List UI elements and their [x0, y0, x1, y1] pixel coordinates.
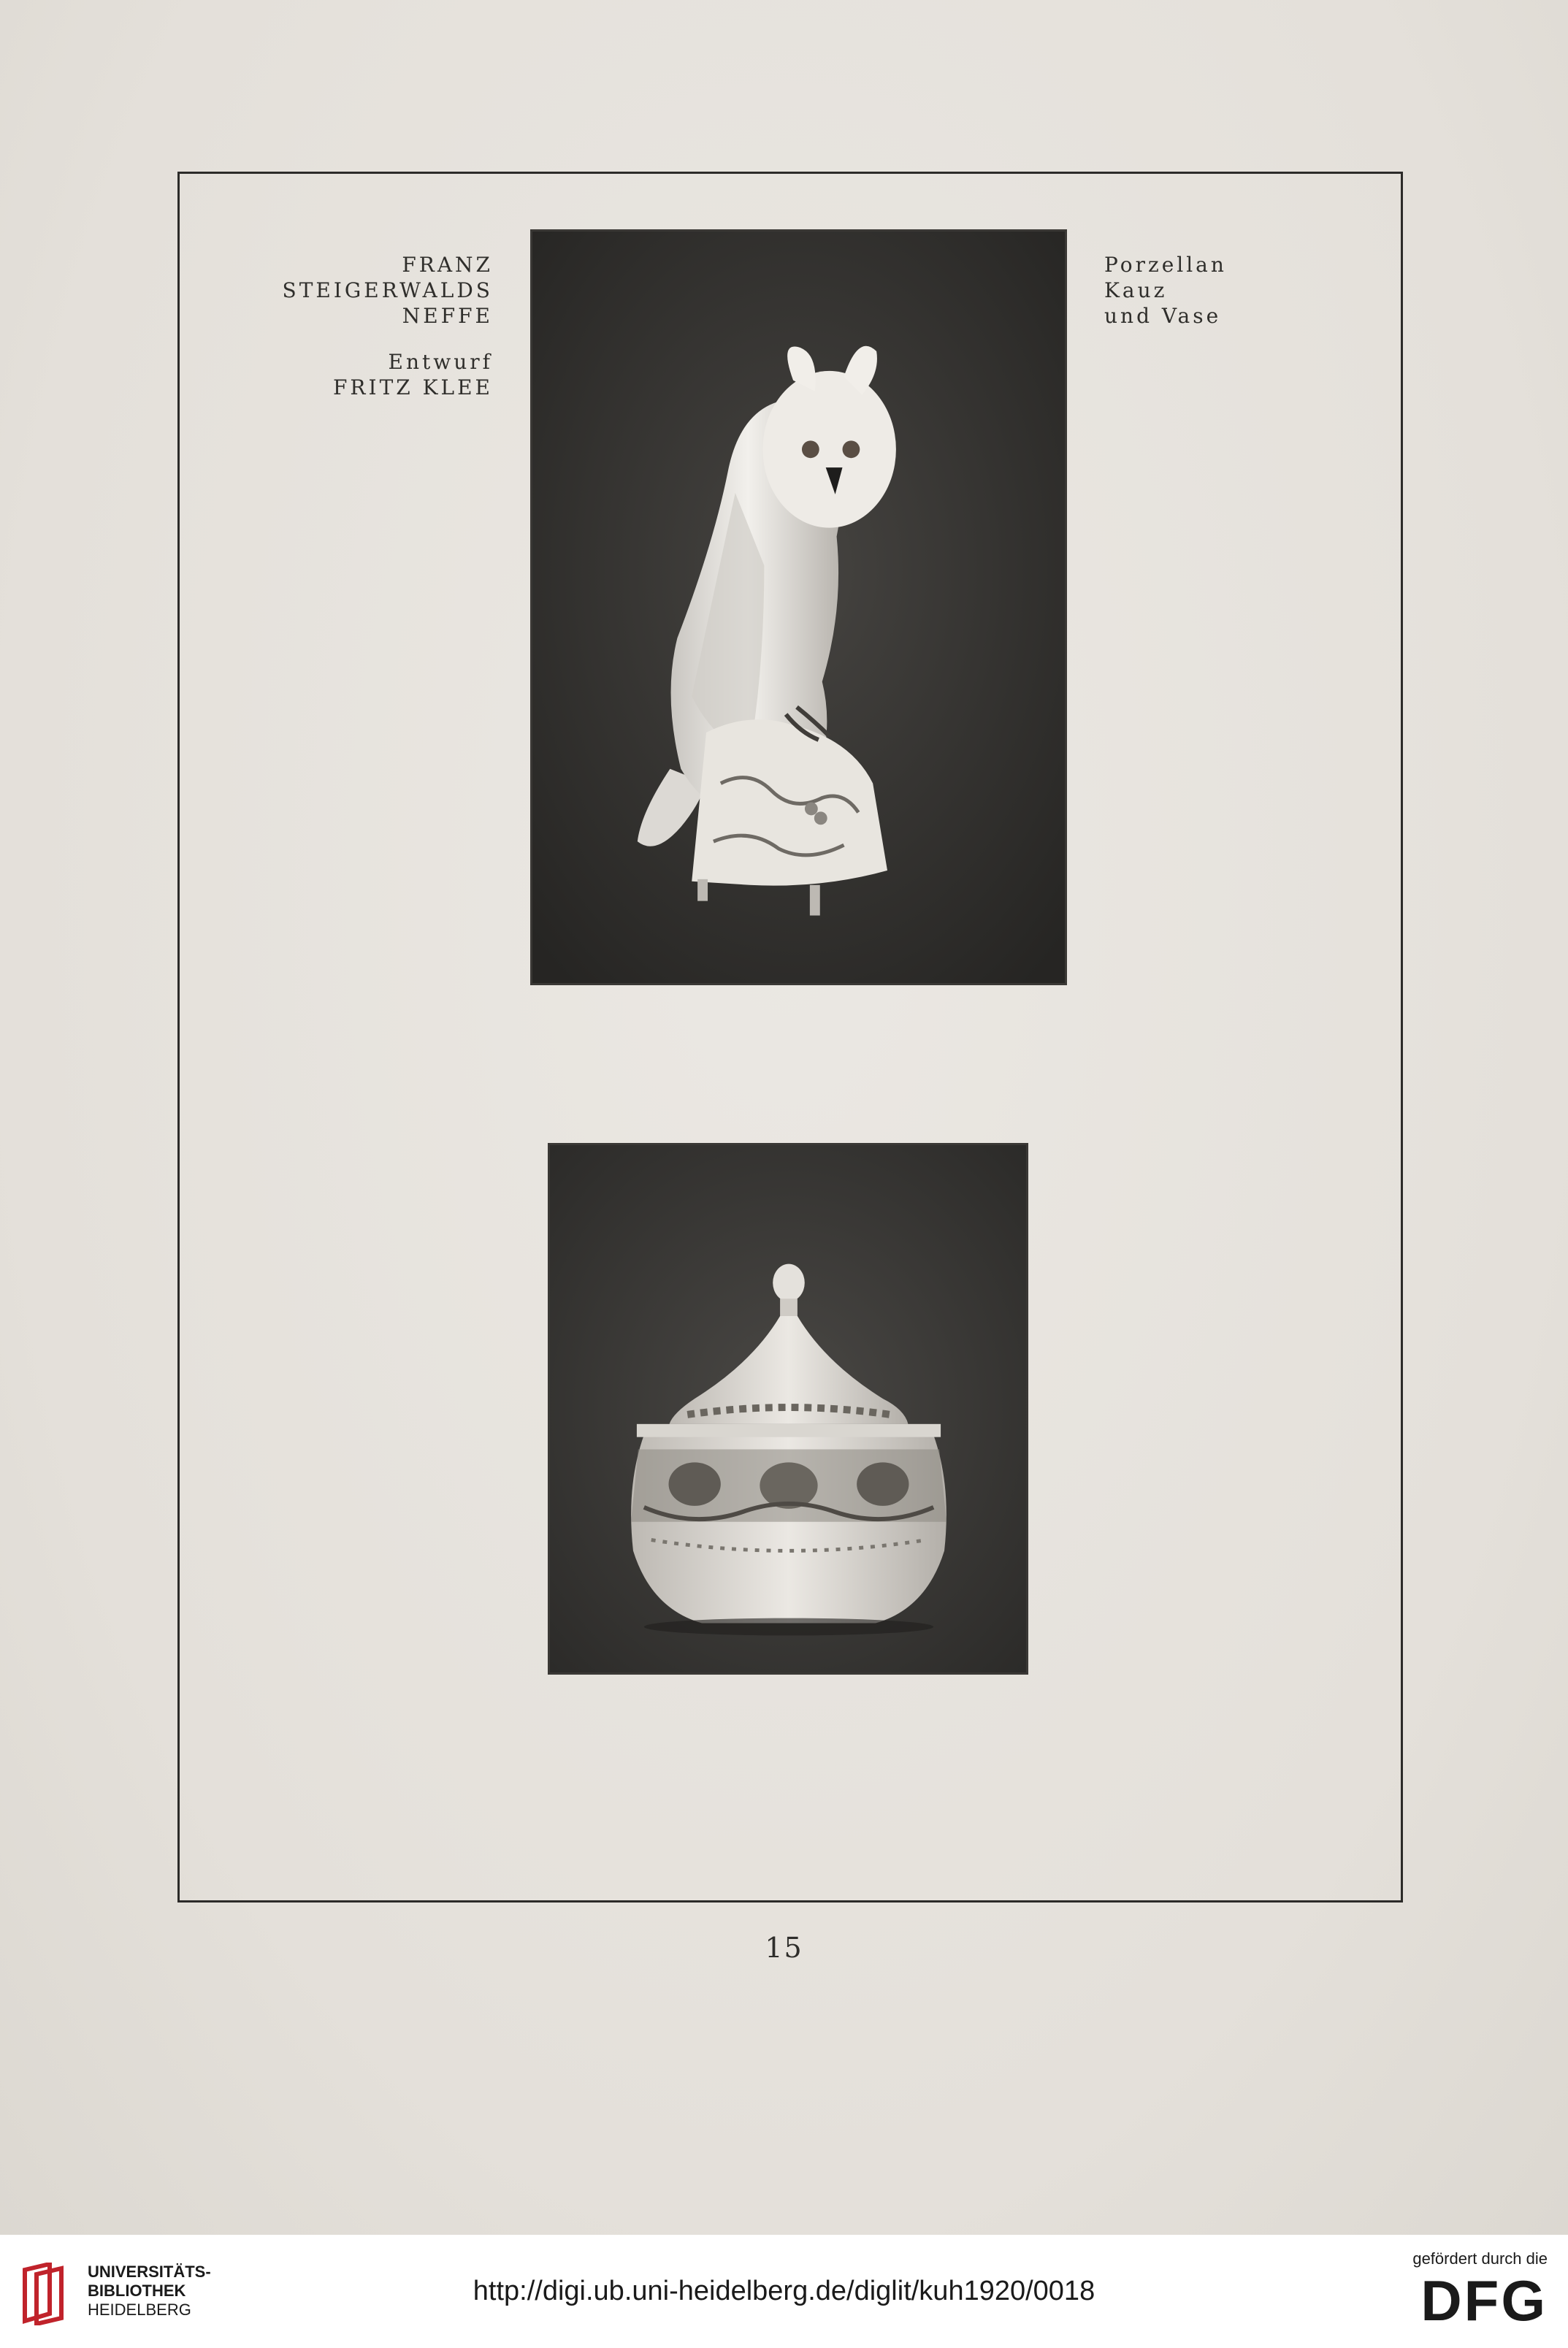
owl-figurine-photo-icon: [532, 232, 1065, 983]
permalink-url[interactable]: http://digi.ub.uni-heidelberg.de/diglit/kuh1920/0018: [473, 2276, 1095, 2306]
dfg-logo: DFG: [1420, 2268, 1548, 2333]
library-name-line: HEIDELBERG: [88, 2301, 191, 2319]
owl-photo: [530, 229, 1067, 985]
caption-line: FRANZ: [402, 253, 493, 277]
object-caption: [1104, 252, 1294, 329]
caption-line: Kauz: [1104, 278, 1168, 302]
caption-line: Porzellan: [1104, 253, 1227, 277]
designer-caption: [259, 349, 493, 400]
lidded-vase-photo-icon: [550, 1145, 1026, 1672]
library-name-line: UNIVERSITÄTS-: [88, 2263, 211, 2281]
vase-photo: [548, 1143, 1028, 1675]
viewer-footer: [0, 2235, 1568, 2348]
caption-line: STEIGERWALDS: [282, 278, 493, 302]
page-number: 15: [765, 1932, 803, 1964]
caption-line: Entwurf: [388, 350, 493, 374]
funding-credit: [1387, 2249, 1548, 2333]
caption-line: FRITZ KLEE: [333, 375, 493, 399]
caption-line: und Vase: [1104, 304, 1222, 328]
manufacturer-caption: [259, 252, 493, 329]
caption-line: NEFFE: [402, 304, 493, 328]
funding-note: gefördert durch die: [1412, 2249, 1548, 2268]
library-name-line: BIBLIOTHEK: [88, 2282, 186, 2300]
